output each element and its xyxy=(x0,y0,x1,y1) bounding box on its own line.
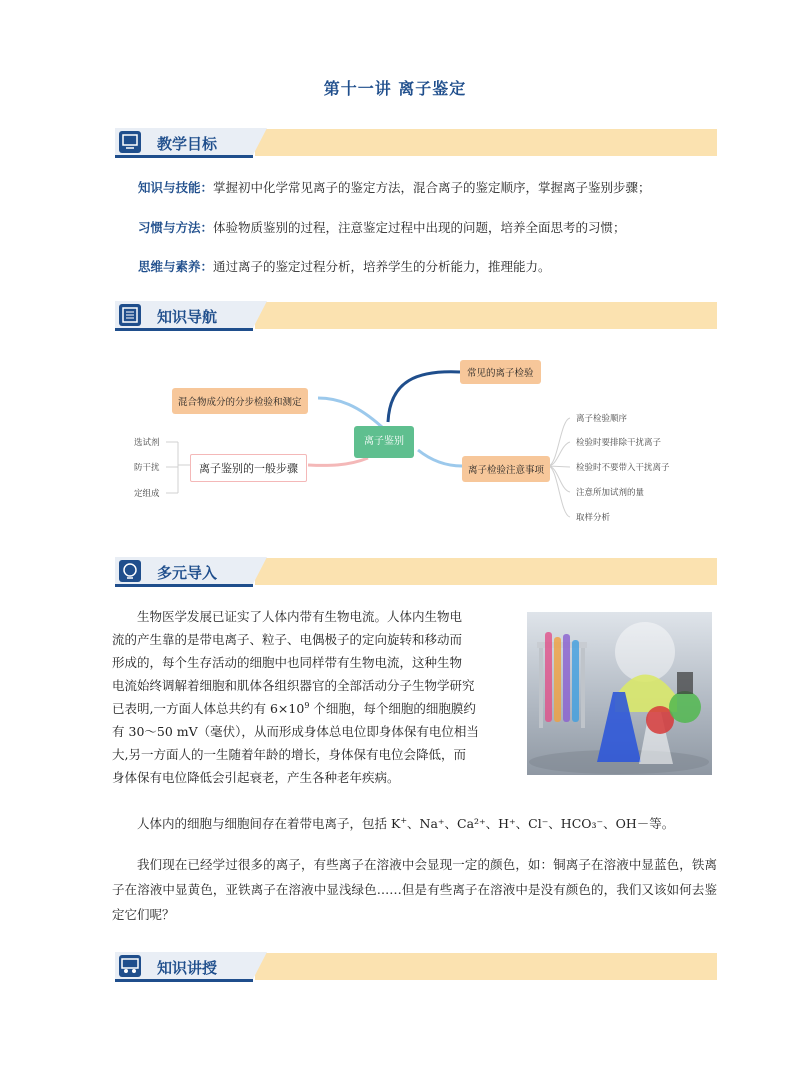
head-icon xyxy=(119,560,141,582)
mind-map-leaf: 检验时要排除干扰离子 xyxy=(576,438,662,448)
lab-glassware-image xyxy=(527,612,712,775)
intro-paragraph-1: 生物医学发展已证实了人体内带有生物电流。人体内生物电 流的产生靠的是带电离子、粒子、电偶极子的定向旋转和移动而 形成的，每个生存活动的细胞中也同样带有生物电流，这种生物 电流始终调解着细胞和肌体各组织器官的全部活动分子生物学研究 已表明,一方面人体总共约有 $6\times 10^9$ 个细胞，每个细胞的细胞膜约 有 30～50 mV（毫伏），从而形成身体总电位即身体保有电位相当 大,另一方面人的一生随着年龄的增长，身体保有电位会降低，而 身体保有电位降低会引起衰老，产生各种老年疾病。 xyxy=(112,609,479,785)
section-header-navigation xyxy=(115,301,717,331)
mind-map-node-mixture: 混合物成分的分步检验和测定 xyxy=(172,388,308,414)
objective-2: 习惯与方法：体验物质鉴别的过程，注意鉴定过程中出现的问题，培养全面思考的习惯； xyxy=(138,220,626,235)
section-title: 教学目标 xyxy=(157,135,218,153)
header-tab xyxy=(115,301,253,331)
section-header-lecture xyxy=(115,952,717,982)
header-bar xyxy=(255,558,717,585)
header-bar xyxy=(255,129,717,156)
mind-map-leaf: 离子检验顺序 xyxy=(576,414,628,424)
header-bar xyxy=(255,302,717,329)
mind-map-leaf: 检验时不要带入干扰离子 xyxy=(576,463,670,473)
intro-paragraph-3: 我们现在已经学过很多的离子，有些离子在溶液中会显现一定的颜色，如：铜离子在溶液中显蓝色，铁离子在溶液中显黄色，亚铁离子在溶液中显浅绿色……但是有些离子在溶液中是没有颜色的，我们又该如何去鉴定它们呢？ xyxy=(112,857,717,922)
mind-map-node-precautions: 离子检验注意事项 xyxy=(462,456,550,482)
section-title: 知识讲授 xyxy=(157,959,218,977)
objective-3: 思维与素养：通过离子的鉴定过程分析，培养学生的分析能力，推理能力。 xyxy=(138,259,551,274)
mind-map-leaf: 选试剂 xyxy=(134,438,160,448)
mind-map xyxy=(118,350,688,530)
list-icon xyxy=(119,304,141,326)
mind-map-node-steps: 离子鉴别的一般步骤 xyxy=(190,454,307,482)
objective-1: 知识与技能：掌握初中化学常见离子的鉴定方法，混合离子的鉴定顺序，掌握离子鉴别步骤； xyxy=(138,180,651,195)
header-tab xyxy=(115,952,253,982)
section-header-intro xyxy=(115,557,717,587)
header-bar xyxy=(255,953,717,980)
section-title: 知识导航 xyxy=(157,308,218,326)
section-title: 多元导入 xyxy=(157,564,218,582)
header-tab xyxy=(115,128,253,158)
presenter-icon xyxy=(119,955,141,977)
header-tab xyxy=(115,557,253,587)
mind-map-center-node: 离子鉴别 xyxy=(354,426,414,458)
mind-map-leaf: 注意所加试剂的量 xyxy=(576,488,645,498)
mind-map-leaf: 防干扰 xyxy=(134,463,160,473)
board-icon xyxy=(119,131,141,153)
intro-paragraph-2: 人体内的细胞与细胞间存在着带电离子，包括 K+、Na⁺、Ca²⁺、H⁺、Cl⁻、HCO₃⁻、OH－等。 xyxy=(137,815,675,831)
mind-map-leaf: 取样分析 xyxy=(576,513,611,523)
page-title: 第十一讲 离子鉴定 xyxy=(323,79,467,98)
mind-map-node-common-tests: 常见的离子检验 xyxy=(460,360,541,384)
section-header-objectives xyxy=(115,128,717,158)
mind-map-leaf: 定组成 xyxy=(134,489,160,499)
